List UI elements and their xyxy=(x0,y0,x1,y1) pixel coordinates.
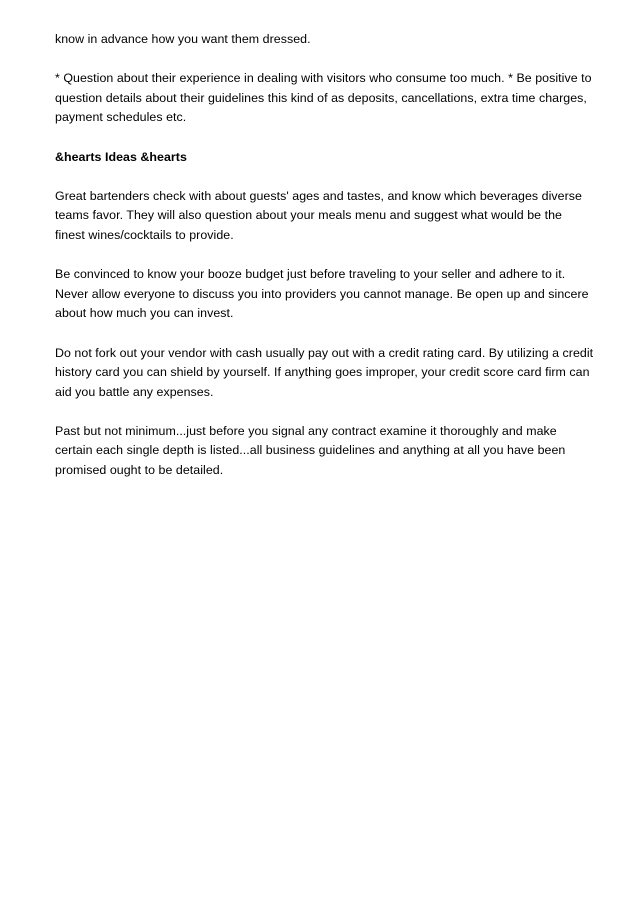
paragraph-booze-budget: Be convinced to know your booze budget just before traveling to your seller and adhere to it. Never allow everyone to discuss you into providers you cannot manage. Be open up and sincere about how much you can invest. xyxy=(55,267,589,321)
paragraph-bartenders: Great bartenders check with about guests' ages and tastes, and know which beverages diverse teams favor. They will also question about your meals menu and suggest what would be the finest wines/cocktails to provide. xyxy=(55,188,582,242)
paragraph-dress-note: know in advance how you want them dressed. xyxy=(55,32,311,46)
paragraph-question-guidelines: * Question about their experience in dealing with visitors who consume too much. * Be positive to question details about their guidelines this kind of as deposits, cancellations, extra time charges, payment schedules etc. xyxy=(55,71,592,125)
paragraph-contract: Past but not minimum...just before you signal any contract examine it thoroughly and make certain each single depth is listed...all business guidelines and anything at all you have been promised ought to be detailed. xyxy=(55,423,566,478)
section-heading-ideas: &hearts Ideas &hearts xyxy=(55,149,187,164)
paragraph-credit-card: Do not fork out your vendor with cash usually pay out with a credit rating card. By utilizing a credit history card you can shield by yourself. If anything goes improper, your credit score card firm can aid you battle any expenses. xyxy=(55,345,594,399)
document-page xyxy=(55,30,595,500)
